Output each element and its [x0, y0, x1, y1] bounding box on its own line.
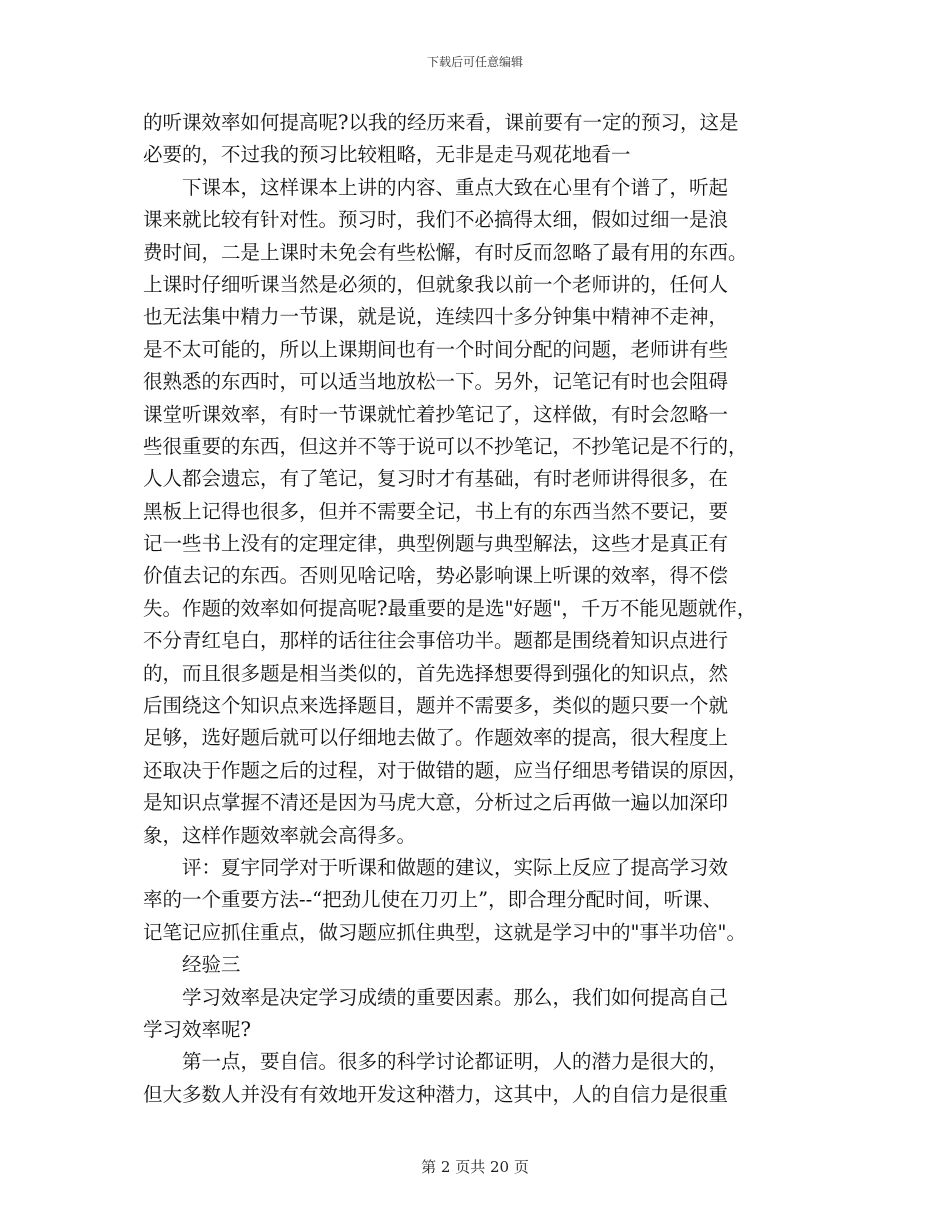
text-line: 率的一个重要方法--“把劲儿使在刀刃上”，即合理分配时间，听课、 [143, 888, 723, 912]
text-line: 些很重要的东西，但这并不等于说可以不抄笔记，不抄笔记是不行的， [143, 434, 748, 458]
text-line: 记笔记应抓住重点，做习题应抓住典型，这就是学习中的"事半功倍"。 [143, 920, 746, 944]
text-line: 记一些书上没有的定理定律，典型例题与典型解法，这些才是真正有 [143, 532, 729, 556]
page-header: 下载后可任意编辑 [426, 55, 523, 69]
text-line: 课堂听课效率，有时一节课就忙着抄笔记了，这样做，有时会忽略一 [143, 402, 729, 426]
page-footer: 第 2 页共 20 页 [421, 1158, 529, 1176]
text-line: 黑板上记得也很多，但并不需要全记，书上有的东西当然不要记，要 [143, 499, 729, 523]
body-text [143, 107, 815, 1111]
text-line: 是知识点掌握不清还是因为马虎大意，分析过之后再做一遍以加深印 [143, 791, 729, 815]
text-line: 必要的，不过我的预习比较粗略，无非是走马观花地看一 [143, 143, 631, 167]
text-line: 经验三 [143, 953, 241, 977]
text-line: 第一点，要自信。很多的科学讨论都证明，人的潜力是很大的， [143, 1050, 729, 1074]
text-line: 人人都会遗忘，有了笔记，复习时才有基础，有时老师讲得很多，在 [143, 467, 729, 491]
text-line: 象，这样作题效率就会高得多。 [143, 823, 417, 847]
text-line: 上课时仔细听课当然是必须的，但就象我以前一个老师讲的，任何人 [143, 272, 729, 296]
text-line: 价值去记的东西。否则见啥记啥，势必影响课上听课的效率，得不偿 [143, 564, 729, 588]
text-line: 也无法集中精力一节课，就是说，连续四十多分钟集中精神不走神， [143, 305, 729, 329]
text-line: 的，而且很多题是相当类似的，首先选择想要得到强化的知识点，然 [143, 661, 729, 685]
text-line: 失。作题的效率如何提高呢?最重要的是选"好题"，千万不能见题就作， [143, 596, 757, 620]
text-line: 下课本，这样课本上讲的内容、重点大致在心里有个谱了，听起 [143, 175, 729, 199]
text-line: 费时间，二是上课时未免会有些松懈，有时反而忽略了最有用的东西。 [143, 240, 748, 264]
text-line: 评：夏宇同学对于听课和做题的建议，实际上反应了提高学习效 [143, 855, 729, 879]
text-line: 后围绕这个知识点来选择题目，题并不需要多，类似的题只要一个就 [143, 694, 729, 718]
text-line: 课来就比较有针对性。预习时，我们不必搞得太细，假如过细一是浪 [143, 208, 729, 232]
text-line: 还取决于作题之后的过程，对于做错的题，应当仔细思考错误的原因， [143, 758, 748, 782]
text-line: 不分青红皂白，那样的话往往会事倍功半。题都是围绕着知识点进行 [143, 629, 729, 653]
text-line: 是不太可能的，所以上课期间也有一个时间分配的问题，老师讲有些 [143, 337, 729, 361]
text-line: 的听课效率如何提高呢?以我的经历来看，课前要有一定的预习，这是 [143, 111, 739, 134]
text-line: 但大多数人并没有有效地开发这种潜力，这其中，人的自信力是很重 [143, 1082, 729, 1106]
text-line: 很熟悉的东西时，可以适当地放松一下。另外，记笔记有时也会阻碍 [143, 370, 729, 394]
text-line: 学习效率是决定学习成绩的重要因素。那么，我们如何提高自己 [143, 985, 729, 1009]
text-line: 学习效率呢? [143, 1017, 251, 1041]
text-line: 足够，选好题后就可以仔细地去做了。作题效率的提高，很大程度上 [143, 726, 729, 750]
